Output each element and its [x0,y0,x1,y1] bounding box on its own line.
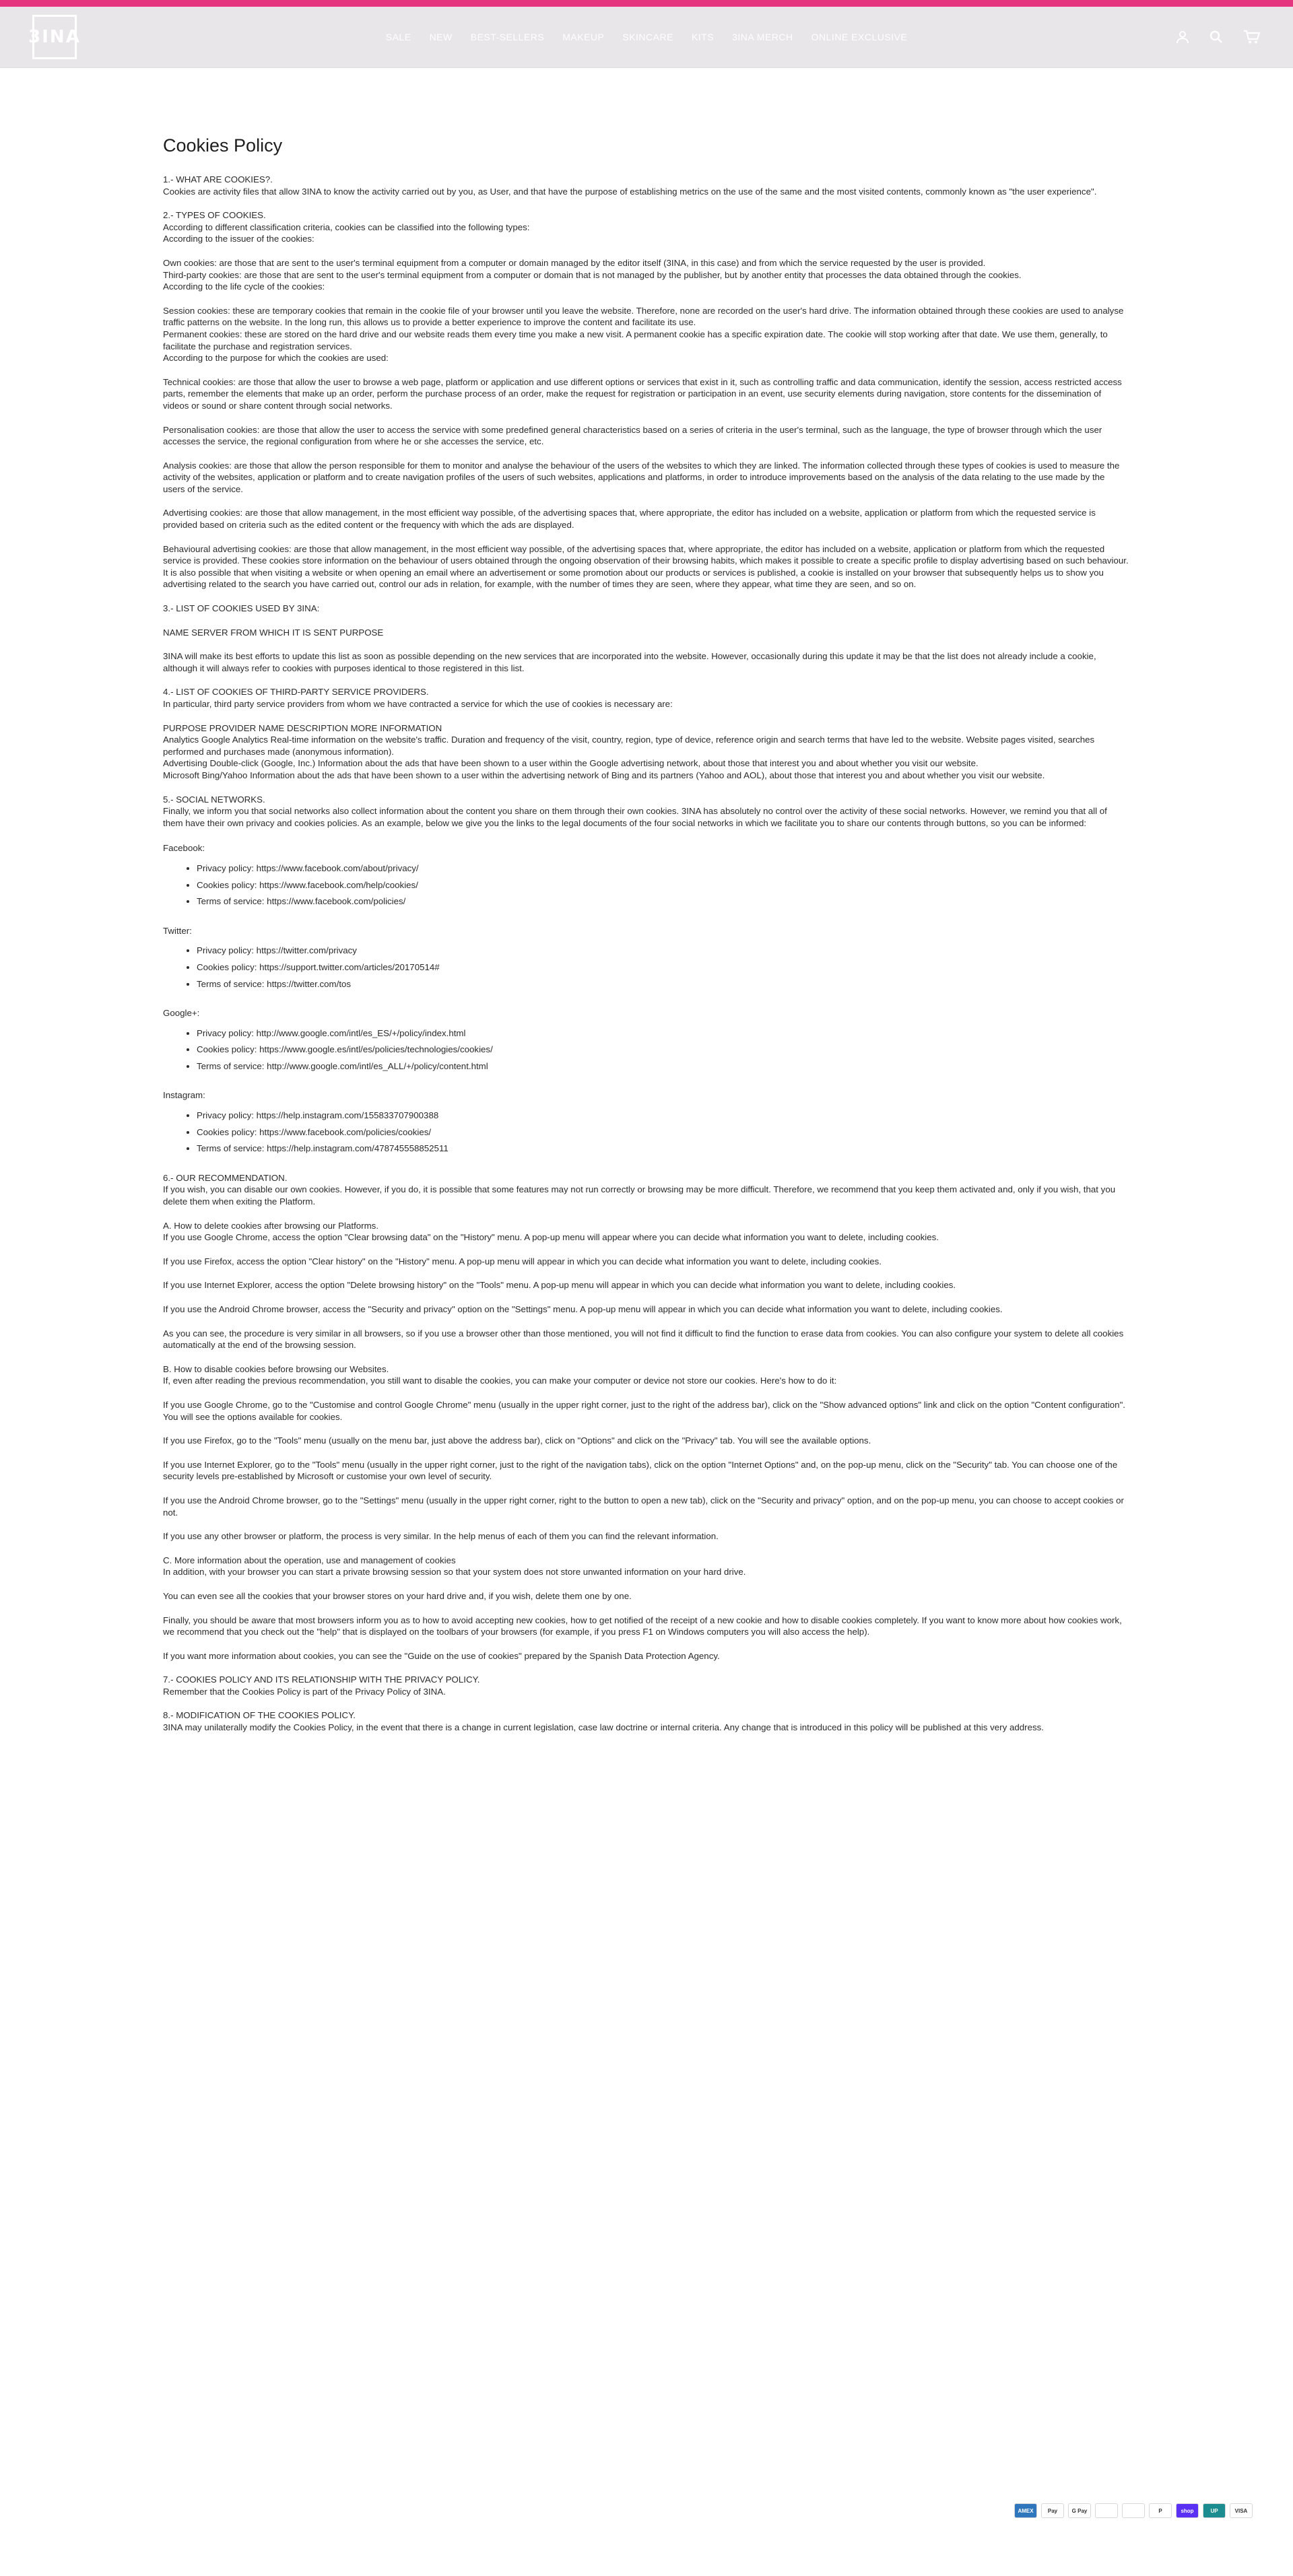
social-policy-link[interactable]: • Privacy policy: http://www.google.com/intl/es_ES/+/policy/index.html [197,1027,1129,1040]
policy-paragraph [163,686,1129,710]
payment-icon: shop [1176,2503,1199,2518]
policy-paragraph [163,650,1129,674]
nav-item-makeup[interactable]: MAKEUP [562,32,605,42]
social-network-title: Google+: [163,1008,200,1019]
policy-sections-part2 [163,1172,1129,1734]
policy-paragraph [163,305,1129,364]
policy-text-line: 7.- COOKIES POLICY AND ITS RELATIONSHIP WITH THE PRIVACY POLICY. [163,1674,480,1685]
header-icons [1176,7,1261,67]
nav-item-sale[interactable]: SALE [385,32,411,42]
policy-text-line: NAME SERVER FROM WHICH IT IS SENT PURPOSE [163,627,384,638]
policy-text-line: If you use Firefox, access the option "Clear history" on the "History" menu. A pop-up menu will appear in which you can decide what information you want to delete, including cookies. [163,1256,882,1266]
payment-icon [1095,2503,1118,2518]
policy-paragraph [163,1256,1129,1268]
policy-paragraph [163,209,1129,245]
social-policy-link[interactable]: • Cookies policy: https://support.twitter.com/articles/20170514# [197,961,1129,974]
policy-text-line: According to different classification criteria, cookies can be classified into the following types: [163,222,530,232]
account-icon[interactable] [1176,30,1189,44]
policy-text-line: If you wish, you can disable our own cookies. However, if you do, it is possible that some features may not run correctly or browsing may be more difficult. Therefore, we recommend that you keep them activated and, only if you wish, that you delete them when exiting the Platform. [163,1184,1116,1207]
policy-paragraph [163,543,1129,590]
payment-methods [1014,2503,1253,2518]
policy-text-line: 3INA will make its best efforts to update this list as soon as possible depending on the new services that are incorporated into the website. However, occasionally during this update it may be that the list does not already include a cookie, although it will always refer to cookies with purposes identical to those registered in this list. [163,651,1096,673]
policy-paragraph [163,1172,1129,1208]
policy-text-line: If you use Google Chrome, go to the "Customise and control Google Chrome" menu (usually in the upper right corner, just to the right of the address bar), click on the "Show advanced options" link and click on the option "Content configuration". You will see the options available for cookies. [163,1399,1125,1422]
social-policy-link[interactable]: • Cookies policy: https://www.facebook.com/help/cookies/ [197,879,1129,891]
social-policy-link[interactable]: • Cookies policy: https://www.facebook.com/policies/cookies/ [197,1126,1129,1139]
policy-text-line: Session cookies: these are temporary cookies that remain in the cookie file of your browser until you leave the website. Therefore, none are recorded on the user's hard drive. The information obtained through these cookies are used to analyse traffic patterns on the website. In the long run, this allows us to provide a better experience to improve the content and facilitate its use. [163,305,1124,328]
policy-text-line: If you use any other browser or platform, the process is very similar. In the help menus of each of them you can find the relevant information. [163,1531,719,1542]
cart-icon[interactable] [1243,30,1261,44]
payment-icon: P [1149,2503,1172,2518]
policy-paragraph [163,1555,1129,1578]
social-policy-link[interactable]: • Privacy policy: https://twitter.com/privacy [197,945,1129,957]
promo-bar [0,0,1293,7]
policy-text-line: Permanent cookies: these are stored on the hard drive and our website reads them every time you make a new visit. A permanent cookie has a specific expiration date. The cookie will stop working after that date. We use them, generally, to facilitate the purchase and registration services. [163,329,1108,351]
policy-content [163,135,1129,1746]
policy-text-line: Third-party cookies: are those that are sent to the user's terminal equipment from a computer or domain that is not managed by the publisher, but by another entity that processes the data obtained through the cookies. [163,269,1022,280]
policy-text-line: In particular, third party service providers from whom we have contracted a service for which the use of cookies is necessary are: [163,699,673,709]
policy-paragraph [163,1435,1129,1447]
payment-icon: AMEX [1014,2503,1037,2518]
payment-icon: G Pay [1068,2503,1091,2518]
policy-paragraph [163,722,1129,782]
page-title: Cookies Policy [163,135,283,156]
payment-icon: Pay [1041,2503,1064,2518]
policy-text-line: 1.- WHAT ARE COOKIES?. [163,174,273,184]
payment-icon [1122,2503,1145,2518]
policy-text-line: According to the issuer of the cookies: [163,234,314,244]
policy-text-line: PURPOSE PROVIDER NAME DESCRIPTION MORE INFORMATION [163,722,442,733]
social-network-title: Facebook: [163,843,205,854]
policy-text-line: 6.- OUR RECOMMENDATION. [163,1172,288,1183]
policy-paragraph [163,1650,1129,1662]
nav-item-kits[interactable]: KITS [691,32,715,42]
policy-paragraph [163,1279,1129,1291]
policy-text-line: Analytics Google Analytics Real-time information on the website's traffic. Duration and frequency of the visit, country, region, type of device, reference origin and search terms that have led to the website. Website pages visited, searches performed and purchases made (anonymous information). [163,735,1095,757]
policy-paragraph [163,1328,1129,1351]
policy-text-line: If you use Internet Explorer, go to the "Tools" menu (usually in the upper right corner, just to the right of the navigation tabs), click on the option "Internet Options" and, on the pop-up menu, click on the "Security" tab. You can choose one of the security levels pre-established by Microsoft or customise your own level of security. [163,1459,1118,1482]
policy-text-line: C. More information about the operation, use and management of cookies [163,1555,456,1565]
policy-text-line: 5.- SOCIAL NETWORKS. [163,794,265,805]
social-policy-link[interactable]: • Terms of service: http://www.google.com/intl/es_ALL/+/policy/content.html [197,1060,1129,1073]
social-network-title: Twitter: [163,925,192,936]
policy-text-line: Analysis cookies: are those that allow the person responsible for them to monitor and analyse the behaviour of the users of the websites to which they are linked. The information collected through these types of cookies is used to measure the activity of the websites, application or platform and to create navigation profiles of the users of such websites, applications and platforms, in order to introduce improvements based on the analysis of the data relating to the use made by the users of the service. [163,460,1120,494]
policy-text-line: According to the purpose for which the cookies are used: [163,353,389,364]
policy-paragraph [163,794,1129,829]
social-link-list [163,945,1129,990]
payment-icon: VISA [1230,2503,1253,2518]
social-link-list [163,862,1129,908]
policy-paragraph [163,603,1129,615]
policy-text-line: Own cookies: are those that are sent to the user's terminal equipment from a computer or domain managed by the editor itself (3INA, in this case) and from which the service requested by the user is provided. [163,257,986,268]
policy-text-line: Finally, you should be aware that most browsers inform you as to how to avoid accepting new cookies, how to get notified of the receipt of a new cookie and how to disable cookies completely. If you want to know more about how cookies work, we recommend that you check out the "help" that is displayed on the toolbars of your browsers (for example, if you press F1 on Windows computers you will also access the help). [163,1615,1122,1637]
policy-text-line: 4.- LIST OF COOKIES OF THIRD-PARTY SERVICE PROVIDERS. [163,687,429,698]
policy-text-line: Personalisation cookies: are those that allow the user to access the service with some predefined general characteristics based on a series of criteria in the user's terminal, such as the language, the type of browser through which the user accesses the service, the regional configuration from where he or she accesses the service, etc. [163,424,1102,447]
search-icon[interactable] [1209,30,1223,44]
policy-text-line: Advertising Double-click (Google, Inc.) Information about the ads that have been shown to a user within the Google advertising network, about those that interest you and about whether you visit our website. [163,758,979,769]
policy-paragraph [163,1674,1129,1697]
policy-paragraph [163,1495,1129,1518]
policy-text-line: B. How to disable cookies before browsing our Websites. [163,1363,389,1374]
policy-text-line: Cookies are activity files that allow 3INA to know the activity carried out by you, as User, and that have the purpose of establishing metrics on the use of the same and the most visited contents, commonly known as "the user experience". [163,186,1097,197]
policy-sections-part1 [163,174,1129,829]
policy-text-line: In addition, with your browser you can start a private browsing session so that your system does not store unwanted information on your hard drive. [163,1567,746,1578]
policy-text-line: A. How to delete cookies after browsing our Platforms. [163,1220,379,1231]
policy-text-line: If you use the Android Chrome browser, access the "Security and privacy" option on the "Settings" menu. A pop-up menu will appear in which you can decide what information you want to delete, including cookies. [163,1304,1003,1314]
policy-paragraph [163,1709,1129,1733]
social-policy-link[interactable]: • Terms of service: https://www.facebook.com/policies/ [197,895,1129,908]
policy-text-line: Technical cookies: are those that allow the user to browse a web page, platform or application and use different options or services that exist in it, such as controlling traffic and data communication, identify the session, access restricted access parts, remember the elements that make up an order, perform the purchase process of an order, make the request for registration or participation in an event, use security elements during navigation, store contents for the dissemination of videos or sound or share content through social networks. [163,376,1122,411]
nav-item-skincare[interactable]: SKINCARE [622,32,673,42]
main-nav [0,7,1293,67]
policy-text-line: If you use Google Chrome, access the option "Clear browsing data" on the "History" menu. A pop-up menu will appear where you can decide what information you want to delete, including cookies. [163,1232,939,1243]
policy-paragraph [163,1590,1129,1602]
nav-item-online-exclusive[interactable]: ONLINE EXCLUSIVE [811,32,908,42]
policy-text-line: If you use Internet Explorer, access the option "Delete browsing history" on the "Tools" menu. A pop-up menu will appear in which you can decide what information you want to delete, including cookies. [163,1280,956,1291]
social-networks-list [163,842,1129,1155]
social-link-list [163,1110,1129,1155]
policy-paragraph [163,1459,1129,1483]
policy-paragraph [163,376,1129,412]
policy-paragraph [163,1399,1129,1423]
policy-text-line: 2.- TYPES OF COOKIES. [163,210,266,221]
policy-text-line: Microsoft Bing/Yahoo Information about the ads that have been shown to a user within the advertising network of Bing and its partners (Yahoo and AOL), about those that interest you and about whether you visit our website. [163,770,1045,780]
policy-text-line: Remember that the Cookies Policy is part of the Privacy Policy of 3INA. [163,1686,446,1697]
policy-text-line: Advertising cookies: are those that allow management, in the most efficient way possible, of the advertising spaces that, where appropriate, the editor has included on a website, application or platform from which the requested service is provided based on criteria such as the edited content or the frequency with which the ads are displayed. [163,508,1096,531]
nav-item-new[interactable]: NEW [429,32,453,42]
policy-paragraph [163,174,1129,197]
policy-text-line: 8.- MODIFICATION OF THE COOKIES POLICY. [163,1710,356,1721]
policy-text-line: As you can see, the procedure is very similar in all browsers, so if you use a browser other than those mentioned, you will not find it difficult to find the function to erase data from cookies. You can also configure your system to delete all cookies automatically at the end of the browsing session. [163,1328,1124,1351]
site-header [0,7,1293,68]
social-link-list [163,1027,1129,1073]
social-policy-link[interactable]: • Cookies policy: https://www.google.es/intl/es/policies/technologies/cookies/ [197,1044,1129,1056]
social-policy-link[interactable]: • Privacy policy: https://help.instagram.com/155833707900388 [197,1110,1129,1122]
policy-text-line: If you use Firefox, go to the "Tools" menu (usually on the menu bar, just above the address bar), click on "Options" and click on the "Privacy" tab. You will see the available options. [163,1435,871,1446]
social-policy-link[interactable]: • Terms of service: https://twitter.com/tos [197,978,1129,990]
brand-logo[interactable]: 3INA [32,15,77,59]
policy-paragraph [163,1303,1129,1316]
policy-paragraph [163,1615,1129,1638]
payment-icon: UP [1203,2503,1226,2518]
policy-text-line: If you use the Android Chrome browser, go to the "Settings" menu (usually in the upper right corner, right to the button to open a new tab), click on the "Security and privacy" option, and on the pop-up menu, you can choose to accept cookies or not. [163,1495,1124,1518]
policy-text-line: If you want more information about cookies, you can see the "Guide on the use of cookies" prepared by the Spanish Data Protection Agency. [163,1650,720,1661]
policy-paragraph [163,424,1129,448]
nav-item-merch[interactable]: 3INA MERCH [732,32,793,42]
social-policy-link[interactable]: • Privacy policy: https://www.facebook.com/about/privacy/ [197,862,1129,875]
social-network-title: Instagram: [163,1090,205,1101]
policy-text-line: Finally, we inform you that social networks also collect information about the content you share on them through their own cookies. 3INA has absolutely no control over the activity of these social networks. However, we remind you that all of them have their own privacy and cookies policies. As an example, below we give you the links to the legal documents of the four social networks in which we facilitate you to share our contents through buttons, so you can be informed: [163,806,1107,828]
nav-item-best-sellers[interactable]: BEST-SELLERS [470,32,545,42]
policy-paragraph [163,257,1129,293]
policy-text-line: You can even see all the cookies that your browser stores on your hard drive and, if you wish, delete them one by one. [163,1590,632,1601]
policy-text-line: If, even after reading the previous recommendation, you still want to disable the cookies, you can make your computer or device not store our cookies. Here's how to do it: [163,1376,837,1386]
policy-paragraph [163,627,1129,639]
policy-paragraph [163,460,1129,496]
policy-text-line: According to the life cycle of the cookies: [163,281,325,292]
policy-text-line: 3INA may unilaterally modify the Cookies Policy, in the event that there is a change in current legislation, case law doctrine or internal criteria. Any change that is introduced in this policy will be published at this very address. [163,1722,1044,1733]
policy-text-line: 3.- LIST OF COOKIES USED BY 3INA: [163,603,320,614]
policy-paragraph [163,1363,1129,1387]
policy-paragraph [163,507,1129,531]
social-policy-link[interactable]: • Terms of service: https://help.instagram.com/478745558852511 [197,1143,1129,1155]
policy-paragraph [163,1220,1129,1244]
policy-paragraph [163,1530,1129,1543]
policy-text-line: Behavioural advertising cookies: are those that allow management, in the most efficient way possible, of the advertising spaces that, where appropriate, the editor has included on a website, application or platform from which the requested service is provided. These cookies store information on the behaviour of users obtained through the ongoing observation of their browsing habits, which makes it possible to create a specific profile to display advertising based on such behaviour. It is also possible that when visiting a website or when opening an email where an advertisement or some promotion about our products or services is published, a cookie is installed on your browser that subsequently helps us to show you advertising related to the search you have carried out, control our ads in relation, for example, with the number of times they are seen, where they appear, what time they are seen, and so on. [163,543,1129,590]
